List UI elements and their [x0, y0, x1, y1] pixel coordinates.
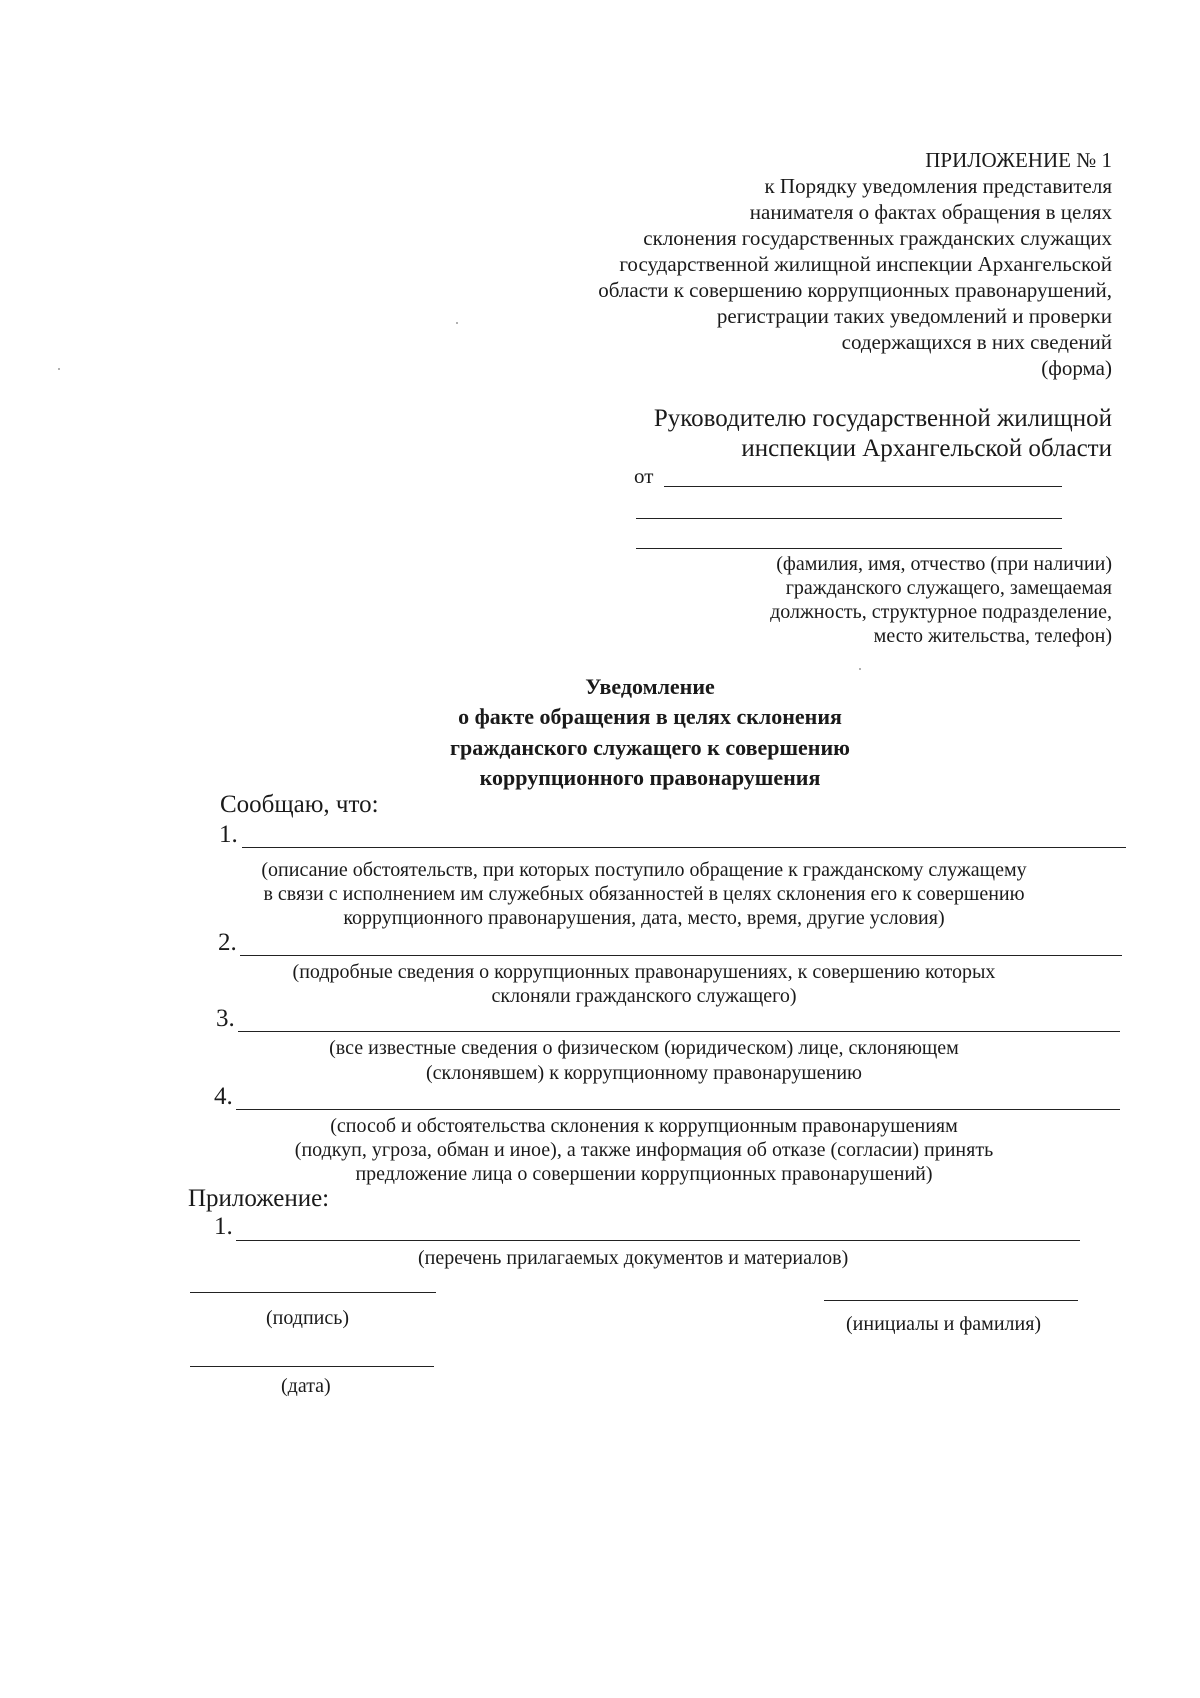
signature-line — [190, 1292, 436, 1293]
appendix-line: склонения государственных гражданских служащих — [643, 226, 1112, 250]
item-hint: предложение лица о совершении коррупционных правонарушений) — [355, 1163, 933, 1185]
from-blank-line — [664, 486, 1062, 487]
item-hint: в связи с исполнением им служебных обязанностей в целях склонения его к совершению — [263, 883, 1025, 905]
attachment-blank-line — [236, 1240, 1080, 1241]
date-line — [190, 1366, 434, 1367]
item-hint: (подкуп, угроза, обман и иное), а также информация об отказе (согласии) принять — [294, 1139, 994, 1161]
appendix-line: к Порядку уведомления представителя — [764, 174, 1112, 198]
attachment-number: 1. — [214, 1213, 233, 1240]
notice-subtitle: гражданского служащего к совершению — [450, 735, 850, 760]
appendix-line: нанимателя о фактах обращения в целях — [749, 200, 1112, 224]
notice-title: Уведомление — [585, 674, 715, 699]
appendix-form-label: (форма) — [1041, 356, 1112, 380]
item-hint: склоняли гражданского служащего) — [491, 985, 797, 1007]
addressee-hint: (фамилия, имя, отчество (при наличии) — [776, 553, 1112, 575]
item-blank-line — [242, 847, 1126, 848]
item-hint: (склонявшем) к коррупционному правонарушению — [426, 1062, 862, 1084]
name-hint: (инициалы и фамилия) — [846, 1313, 1042, 1335]
from-label: от — [634, 464, 654, 488]
from-blank-line — [636, 548, 1062, 549]
attachment-hint: (перечень прилагаемых документов и материалов) — [418, 1247, 849, 1269]
addressee-line: Руководителю государственной жилищной — [653, 405, 1112, 432]
item-number: 2. — [218, 929, 237, 956]
item-blank-line — [236, 1109, 1120, 1110]
signature-hint: (подпись) — [266, 1307, 350, 1329]
addressee-hint: должность, структурное подразделение, — [770, 601, 1112, 623]
intro-text: Сообщаю, что: — [220, 791, 379, 818]
item-hint: коррупционного правонарушения, дата, место, время, другие условия) — [343, 907, 945, 929]
addressee-line: инспекции Архангельской области — [741, 435, 1112, 462]
appendix-line: регистрации таких уведомлений и проверки — [716, 304, 1112, 328]
scan-speck — [58, 368, 60, 370]
scan-speck — [456, 322, 458, 324]
item-hint: (все известные сведения о физическом (юридическом) лице, склоняющем — [329, 1037, 959, 1059]
item-blank-line — [240, 955, 1122, 956]
addressee-hint: место жительства, телефон) — [873, 625, 1112, 647]
appendix-title: ПРИЛОЖЕНИЕ № 1 — [925, 148, 1112, 172]
item-blank-line — [238, 1031, 1120, 1032]
from-blank-line — [636, 518, 1062, 519]
scan-speck — [859, 668, 861, 670]
item-hint: (способ и обстоятельства склонения к коррупционным правонарушениям — [330, 1115, 958, 1137]
attachment-label: Приложение: — [188, 1185, 330, 1212]
appendix-line: государственной жилищной инспекции Архангельской — [619, 252, 1112, 276]
name-line — [824, 1300, 1078, 1301]
notice-subtitle: о факте обращения в целях склонения — [458, 704, 842, 729]
addressee-hint: гражданского служащего, замещаемая — [785, 577, 1112, 599]
item-number: 4. — [214, 1083, 233, 1110]
item-number: 3. — [216, 1005, 235, 1032]
item-hint: (подробные сведения о коррупционных правонарушениях, к совершению которых — [292, 961, 996, 983]
appendix-line: области к совершению коррупционных правонарушений, — [598, 278, 1112, 302]
date-hint: (дата) — [281, 1375, 331, 1397]
appendix-line: содержащихся в них сведений — [841, 330, 1112, 354]
notice-subtitle: коррупционного правонарушения — [479, 765, 821, 790]
item-hint: (описание обстоятельств, при которых поступило обращение к гражданскому служащему — [261, 859, 1027, 881]
item-number: 1. — [219, 821, 238, 848]
